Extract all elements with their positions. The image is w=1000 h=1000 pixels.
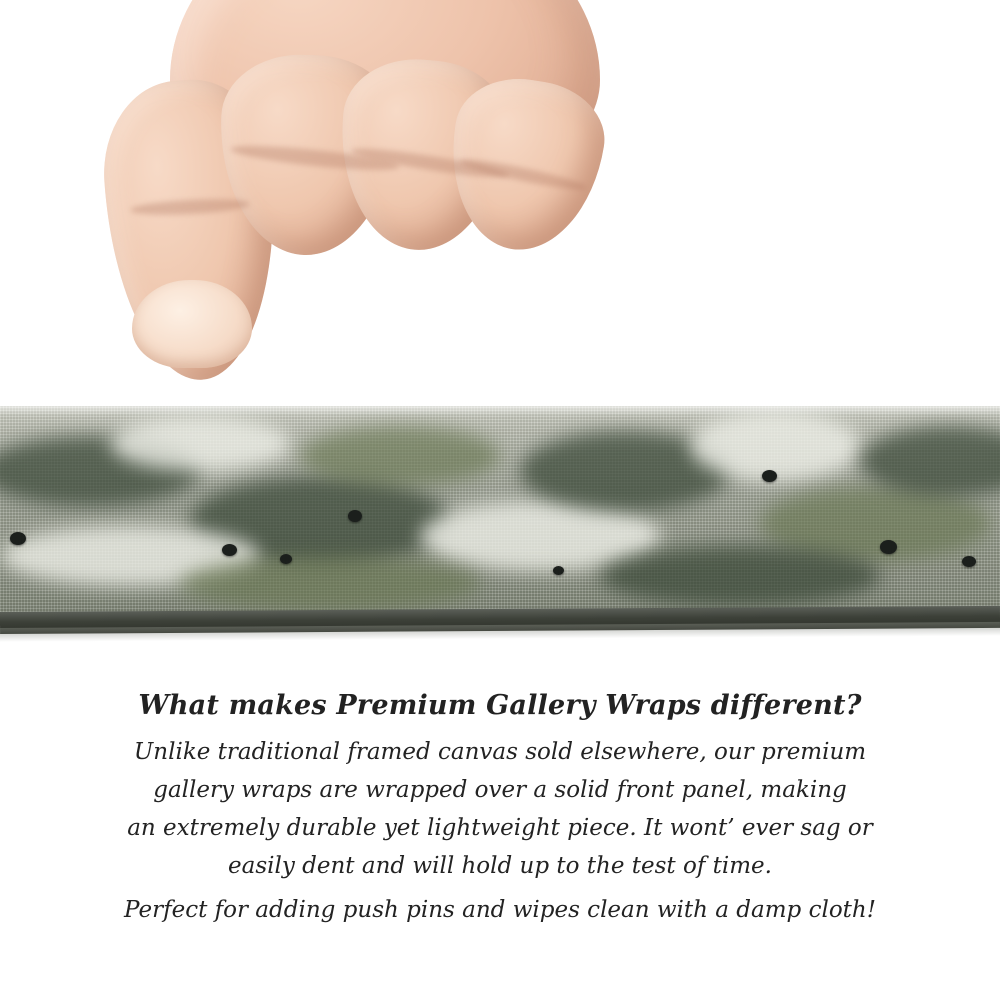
caption-heading: What makes Premium Gallery Wraps different?	[138, 690, 862, 721]
canvas-pattern-blotch	[110, 416, 290, 471]
canvas-speck	[962, 556, 976, 567]
canvas-pattern-blotch	[300, 426, 500, 486]
fingernail	[132, 280, 252, 368]
caption-line: gallery wraps are wrapped over a solid front panel, making	[153, 777, 847, 803]
canvas-speck	[762, 470, 777, 482]
canvas-speck	[553, 566, 564, 575]
canvas-pattern-blotch	[690, 411, 860, 481]
canvas-pattern-blotch	[180, 556, 480, 611]
hand-graphic	[100, 0, 620, 420]
caption-line: an extremely durable yet lightweight piece. It wont’ ever sag or	[127, 815, 873, 841]
canvas-pattern-blotch	[600, 546, 880, 606]
canvas-speck	[348, 510, 362, 522]
caption-block	[0, 690, 1000, 929]
canvas-speck	[222, 544, 237, 556]
canvas-speck	[10, 532, 26, 545]
canvas-top-highlight	[0, 406, 1000, 416]
canvas-wrap-edge	[0, 406, 1000, 618]
caption-line: Unlike traditional framed canvas sold elsewhere, our premium	[133, 739, 867, 765]
canvas-speck	[280, 554, 292, 564]
canvas-speck	[880, 540, 897, 554]
caption-final-line: Perfect for adding push pins and wipes clean with a damp cloth!	[124, 897, 876, 923]
caption-line: easily dent and will hold up to the test of time.	[228, 853, 772, 879]
